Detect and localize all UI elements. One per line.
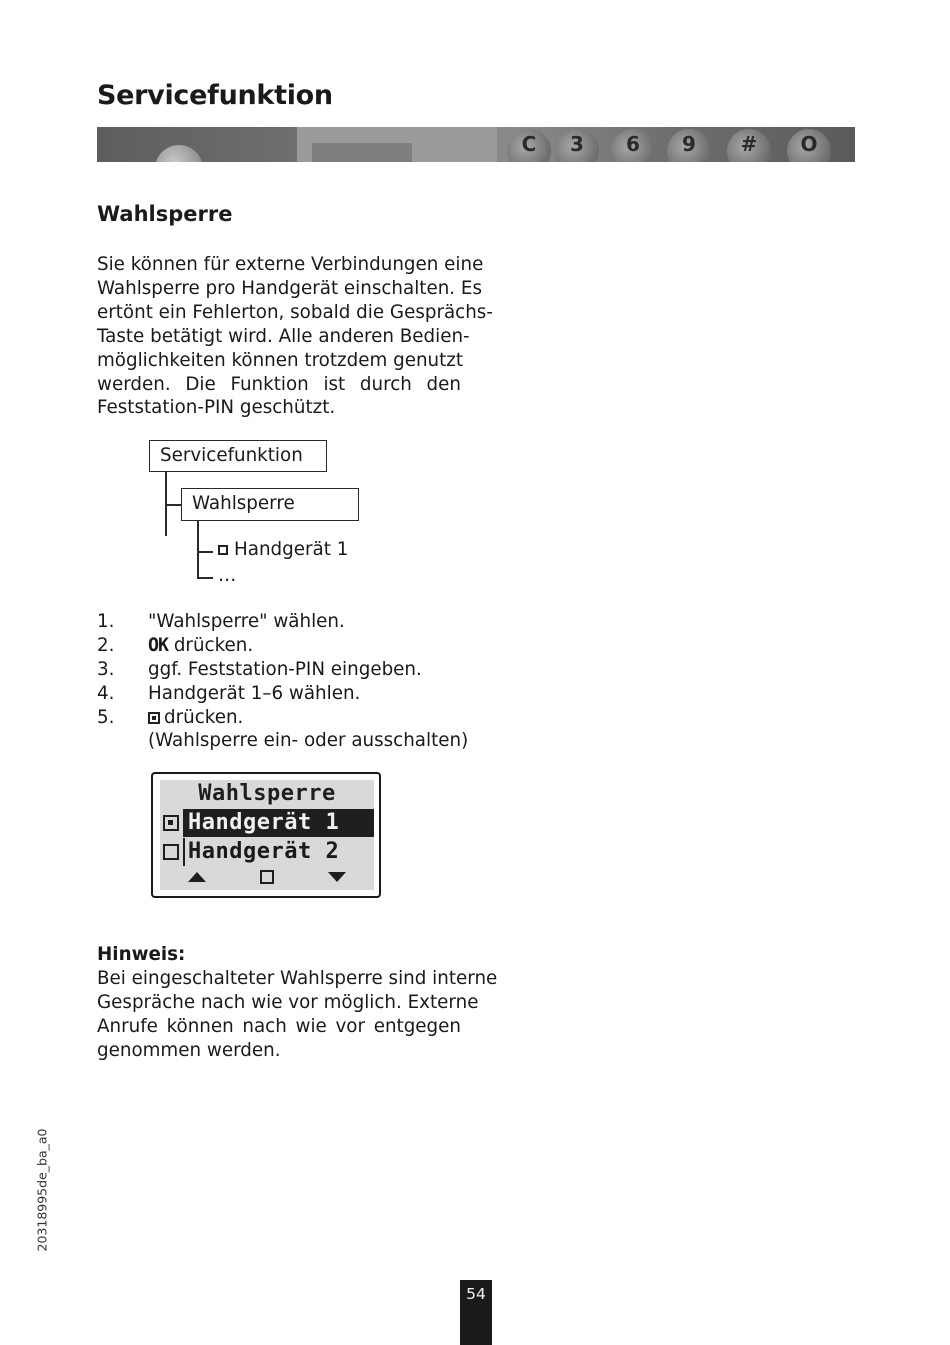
intro-line: werden. Die Funktion ist durch den [97, 373, 461, 395]
banner-key-hash: # [727, 129, 771, 162]
banner-key-9: 9 [667, 129, 711, 162]
note-heading: Hinweis: [97, 944, 186, 965]
step-number: 2. [97, 634, 115, 656]
handset-display [151, 772, 381, 898]
menu-box-servicefunktion: Servicefunktion [149, 440, 327, 472]
tree-connector-horizontal [197, 551, 213, 553]
page-title: Servicefunktion [97, 80, 333, 111]
page-number: 54 [460, 1280, 492, 1345]
arrow-down-icon [328, 872, 346, 882]
arrow-up-icon [188, 872, 206, 882]
banner-key-6: 6 [611, 129, 655, 162]
display-screen [160, 780, 374, 890]
display-row-label: Handgerät 2 [188, 839, 340, 864]
menu-option-handgeraet [218, 539, 348, 560]
intro-paragraph [97, 253, 493, 420]
step-text-wrap [148, 706, 243, 730]
banner-key-3: 3 [555, 129, 599, 162]
tree-connector-vertical [197, 521, 199, 578]
section-heading: Wahlsperre [97, 202, 233, 226]
note-line: Gespräche nach wie vor möglich. Externe [97, 991, 479, 1013]
step-text: (Wahlsperre ein- oder ausschalten) [148, 730, 469, 752]
intro-line: Wahlsperre pro Handgerät einschalten. Es [97, 277, 482, 299]
unchecked-box-icon [163, 844, 179, 860]
banner-key-c: C [507, 129, 551, 162]
document-code: 20318995de_ba_a0 [34, 1128, 50, 1252]
intro-line: Taste betätigt wird. Alle anderen Bedien- [97, 325, 470, 347]
banner-key-o: O [787, 129, 831, 162]
menu-option-label: Handgerät 1 [234, 539, 349, 560]
note-line: genommen werden. [97, 1039, 281, 1061]
display-row [160, 838, 374, 866]
menu-option-more: … [218, 565, 237, 586]
note-paragraph [97, 967, 498, 1063]
banner-button-shape [155, 145, 203, 162]
checkbox-softkey-icon [260, 870, 274, 884]
checkbox-icon [218, 545, 228, 555]
step-text: ggf. Feststation-PIN eingeben. [148, 658, 422, 680]
display-title: Wahlsperre [198, 781, 336, 806]
step-number: 1. [97, 611, 115, 632]
intro-line: möglichkeiten können trotzdem genutzt [97, 349, 464, 371]
checkbox-toggle-key-icon [148, 712, 160, 724]
display-row-label: Handgerät 1 [185, 809, 374, 837]
checked-box-icon [163, 815, 179, 831]
step-number: 3. [97, 658, 115, 680]
tree-connector-horizontal [197, 577, 213, 579]
intro-line: ertönt ein Fehlerton, sobald die Gesprächs- [97, 301, 493, 323]
intro-line: Feststation-PIN geschützt. [97, 397, 336, 419]
step-text: drücken. [168, 634, 254, 656]
step-text: drücken. [164, 706, 244, 728]
ok-key-glyph: OK [148, 634, 169, 656]
step-text: Handgerät 1–6 wählen. [148, 682, 361, 704]
note-line: Bei eingeschalteter Wahlsperre sind interne [97, 968, 498, 989]
step-text: "Wahlsperre" wählen. [148, 611, 345, 632]
banner-display-highlight [312, 143, 412, 162]
display-softkeys [160, 866, 374, 888]
note-line: Anrufe können nach wie vor entgegen [97, 1015, 461, 1037]
step-number: 4. [97, 682, 115, 704]
header-banner-image [97, 127, 855, 162]
step-number: 5. [97, 706, 115, 728]
display-row-selected [160, 809, 374, 837]
tree-connector-horizontal [165, 504, 181, 506]
step-text-wrap [148, 634, 253, 658]
menu-box-wahlsperre: Wahlsperre [181, 488, 359, 521]
intro-line: Sie können für externe Verbindungen eine [97, 254, 484, 275]
